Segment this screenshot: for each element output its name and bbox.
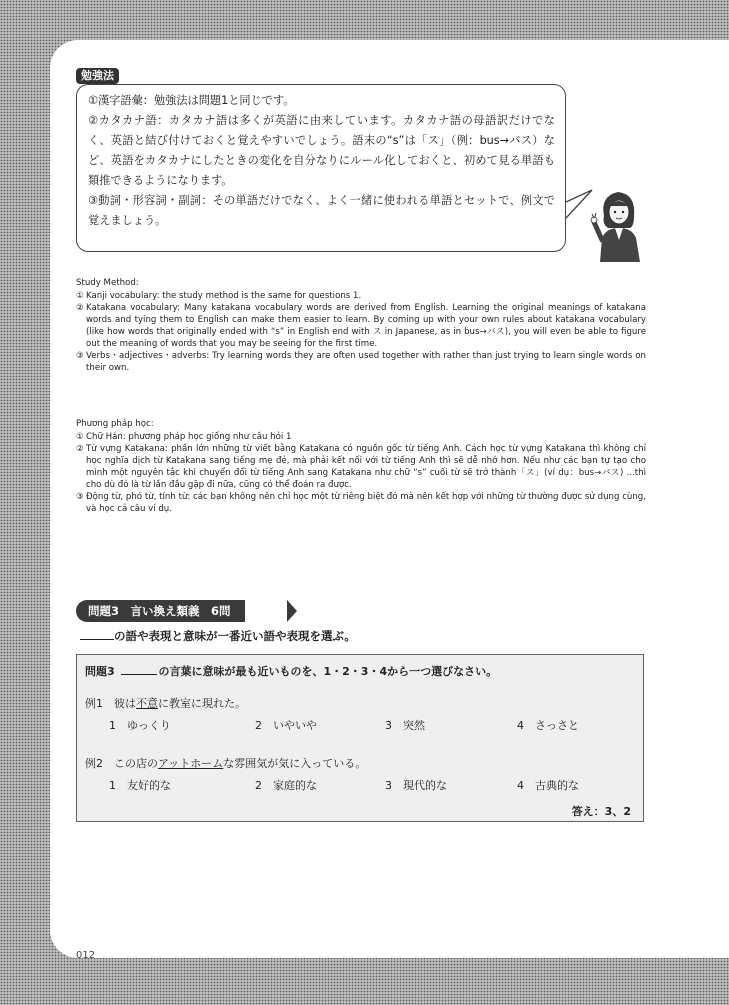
bubble-line-2: ②カタカナ語：カタカナ語は多くが英語に由来しています。カタカナ語の母語訳だけでなく、英語と結び付けておくと覚えやすいでしょう。語末の“s”は「ス」（例：bus→バス）など、英語をカタカナにしたときの変化を自分なりにルール化しておくと、初めて見る単語も類推できるようになります。: [88, 114, 555, 187]
question-label: 問題3: [85, 665, 115, 678]
vietnamese-item-3: ③ Động từ, phó từ, tính từ: các bạn không nên chỉ học một từ riêng biệt đó mà nên kết hợp với những từ thường được sử dụng cùng, và học cả câu ví dụ.: [76, 492, 646, 514]
blank-line: [80, 628, 114, 640]
english-heading: Study Method:: [76, 278, 139, 288]
vietnamese-item-2: ② Từ vựng Katakana: phần lớn những từ viết bằng Katakana có nguồn gốc từ tiếng Anh. Cách học từ vựng Katakana thì không chỉ học nghĩa dịch từ Katakana sang tiếng mẹ đẻ, mà phải kết nối với từ tiếng Anh thì sẽ dễ nhớ hơn. Nếu như các bạn tự tạo cho mình một nguyên tắc khi chuyển đổi từ tiếng Anh sang Katakana như chữ “s” cuối từ sẽ trở thành「ス」(ví dụ：bus→バス) ...thì cho dù đó là từ lần đầu gặp đi nữa, cũng có thể đoán ra được.: [76, 444, 646, 490]
example-1-option-3: 3 突然: [385, 719, 425, 732]
underlined-word: アットホーム: [158, 757, 224, 770]
example-1-option-2: 2 いやいや: [255, 719, 317, 732]
bubble-line-1: ①漢字語彙：勉強法は問題1と同じです。: [88, 94, 295, 107]
blank-line: [121, 663, 157, 675]
example-1-option-1: 1 ゆっくり: [109, 719, 171, 732]
example-2-option-4: 4 古典的な: [517, 779, 579, 792]
question-header: [85, 663, 497, 679]
teacher-illustration-icon: [590, 182, 646, 262]
instruction-text: の語や表現と意味が一番近い語や表現を選ぶ。: [114, 629, 356, 643]
example-2-option-2: 2 家庭的な: [255, 779, 317, 792]
answer-key: 答え：3、2: [571, 805, 631, 818]
question-instruction: [80, 628, 356, 644]
vietnamese-item-1: ① Chữ Hán: phương pháp học giống như câu hỏi 1: [76, 432, 292, 442]
example-2-option-3: 3 現代的な: [385, 779, 447, 792]
vietnamese-study-method: [76, 418, 646, 515]
question-text: の言葉に意味が最も近いものを、1・2・3・4から一つ選びなさい。: [158, 665, 498, 678]
example-2-sentence: 例2 この店のアットホームな雰囲気が気に入っている。: [85, 757, 367, 770]
banner-arrow: [287, 600, 297, 622]
english-item-1: ① Kanji vocabulary: the study method is the same for questions 1.: [76, 291, 362, 301]
bubble-line-3: ③動詞・形容詞・副詞：その単語だけでなく、よく一緒に使われる単語とセットで、例文で覚えましょう。: [88, 194, 555, 227]
example-1-sentence: 例1 彼は不意に教室に現れた。: [85, 697, 246, 710]
english-study-method: [76, 277, 646, 374]
english-item-3: ③ Verbs・adjectives・adverbs: Try learning words they are often used together with rather than just trying to learn single words on their own.: [76, 351, 646, 373]
example-question-box: [76, 654, 644, 822]
speech-bubble: [76, 84, 566, 252]
question-banner: 問題3 言い換え類義 6問: [76, 600, 245, 622]
vietnamese-heading: Phương pháp học:: [76, 419, 154, 429]
english-item-2: ② Katakana vocabulary: Many katakana vocabulary words are derived from English. Learning the original meanings of katakana words and tying them to English can make them easier to learn. By coming up with your own rules about katakana vocabulary (like how words that originally ended with “s” in English end with ス in Japanese, as in bus→バス), you will even be able to figure out the meaning of words that you may be seeing for the first time.: [76, 303, 646, 349]
underlined-word: 不意: [136, 697, 158, 710]
example-2-option-1: 1 友好的な: [109, 779, 171, 792]
page-number: 012: [76, 950, 96, 961]
example-1-option-4: 4 さっさと: [517, 719, 579, 732]
study-method-label: 勉強法: [76, 68, 119, 84]
